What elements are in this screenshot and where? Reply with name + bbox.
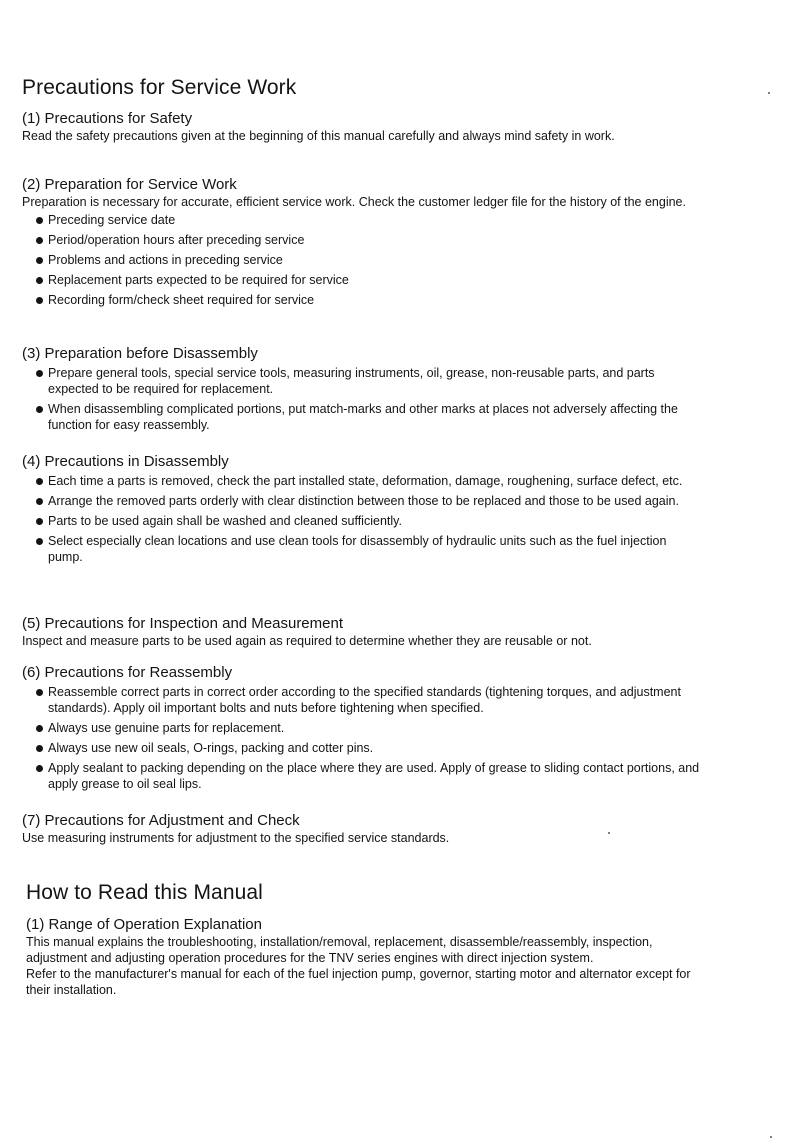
section-title: (2) Preparation for Service Work bbox=[22, 176, 237, 193]
scan-speck bbox=[770, 1136, 772, 1138]
list-item: Apply sealant to packing depending on the place where they are used. Apply of grease to sliding contact portions, and apply grease to oil seal lips. bbox=[36, 760, 702, 792]
section-range-of-operation bbox=[26, 916, 706, 998]
list-item: Parts to be used again shall be washed and cleaned sufficiently. bbox=[36, 513, 702, 529]
bullet-list bbox=[22, 473, 702, 565]
section-title: (7) Precautions for Adjustment and Check bbox=[22, 812, 300, 829]
section-title: (1) Precautions for Safety bbox=[22, 110, 193, 127]
section-title: (6) Precautions for Reassembly bbox=[22, 664, 233, 681]
bullet-list bbox=[22, 684, 702, 792]
section-text: This manual explains the troubleshooting, installation/removal, replacement, disassemble/reassembly, inspection, adjustment and adjusting operation procedures for the TNV series engines with direct injection system. bbox=[26, 935, 653, 965]
list-item: Always use genuine parts for replacement. bbox=[36, 720, 702, 736]
section-text: Inspect and measure parts to be used again as required to determine whether they are reusable or not. bbox=[22, 634, 592, 648]
list-item: Recording form/check sheet required for service bbox=[36, 292, 702, 308]
section-reassembly bbox=[22, 664, 702, 796]
section-text: Use measuring instruments for adjustment to the specified service standards. bbox=[22, 831, 450, 845]
section-title: (3) Preparation before Disassembly bbox=[22, 345, 258, 362]
section-preparation-service bbox=[22, 176, 702, 312]
section-inspection bbox=[22, 615, 702, 649]
section-text: Read the safety precautions given at the beginning of this manual carefully and always mind safety in work. bbox=[22, 129, 615, 143]
bullet-list bbox=[22, 212, 702, 308]
list-item: Period/operation hours after preceding service bbox=[36, 232, 702, 248]
list-item: Always use new oil seals, O-rings, packing and cotter pins. bbox=[36, 740, 702, 756]
page-title: Precautions for Service Work bbox=[22, 76, 297, 99]
section-preparation-disassembly bbox=[22, 345, 702, 437]
section-text: Refer to the manufacturer's manual for each of the fuel injection pump, governor, starting motor and alternator except for their installation. bbox=[26, 967, 691, 997]
list-item: Reassemble correct parts in correct order according to the specified standards (tightening torques, and adjustment standards). Apply oil important bolts and nuts before tightening when specified. bbox=[36, 684, 702, 716]
section-title: (4) Precautions in Disassembly bbox=[22, 453, 229, 470]
list-item: When disassembling complicated portions, put match-marks and other marks at places not adversely affecting the function for easy reassembly. bbox=[36, 401, 702, 433]
section-heading-how-to-read: How to Read this Manual bbox=[26, 881, 263, 904]
list-item: Each time a parts is removed, check the part installed state, deformation, damage, roughening, surface defect, etc. bbox=[36, 473, 702, 489]
section-adjustment bbox=[22, 812, 702, 846]
list-item: Arrange the removed parts orderly with clear distinction between those to be replaced and those to be used again. bbox=[36, 493, 702, 509]
bullet-list bbox=[22, 365, 702, 433]
list-item: Replacement parts expected to be required for service bbox=[36, 272, 702, 288]
section-text: Preparation is necessary for accurate, efficient service work. Check the customer ledger file for the history of the engine. bbox=[22, 195, 686, 209]
scan-speck bbox=[608, 832, 610, 834]
scan-speck bbox=[768, 92, 770, 94]
list-item: Prepare general tools, special service tools, measuring instruments, oil, grease, non-reusable parts, and parts expected to be required for replacement. bbox=[36, 365, 702, 397]
list-item: Select especially clean locations and use clean tools for disassembly of hydraulic units such as the fuel injection pump. bbox=[36, 533, 702, 565]
section-title: (5) Precautions for Inspection and Measurement bbox=[22, 615, 343, 632]
list-item: Problems and actions in preceding service bbox=[36, 252, 702, 268]
list-item: Preceding service date bbox=[36, 212, 702, 228]
section-disassembly bbox=[22, 453, 702, 569]
section-safety bbox=[22, 110, 702, 144]
section-title: (1) Range of Operation Explanation bbox=[26, 916, 262, 933]
